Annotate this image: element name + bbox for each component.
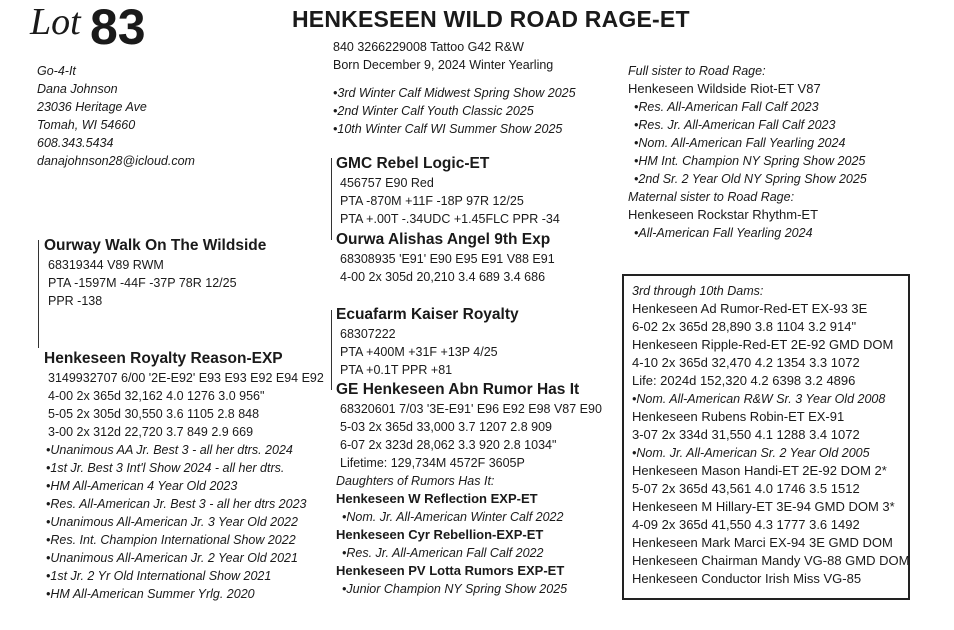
maternal-sister-name: Henkeseen Rockstar Rhythm-ET xyxy=(628,207,819,222)
full-sister-award: •Res. Jr. All-American Fall Calf 2023 xyxy=(634,118,836,132)
consignor-address: 23036 Heritage Ave xyxy=(37,100,147,114)
dam-dam-block xyxy=(336,380,602,598)
dam-award: •1st Jr. 2 Yr Old International Show 2021 xyxy=(46,569,272,583)
dam-block xyxy=(44,349,324,603)
sire-sire-line: PTA -870M +11F -18P 97R 12/25 xyxy=(340,194,524,208)
maternal-sister-heading: Maternal sister to Road Rage: xyxy=(628,190,795,204)
dam-award: •Unanimous All-American Jr. 2 Year Old 2021 xyxy=(46,551,298,565)
dam-sire-line: 68307222 xyxy=(340,327,396,341)
dam-line: 3149932707 6/00 '2E-E92' E93 E93 E92 E94 E92 xyxy=(48,371,324,385)
maternal-sister-award: •All-American Fall Yearling 2024 xyxy=(634,226,813,240)
dam-award: •Res. Int. Champion International Show 2022 xyxy=(46,533,296,547)
dam-dam-line: 5-03 2x 365d 33,000 3.7 1207 2.8 909 xyxy=(340,420,552,434)
dam-sire-name: Ecuafarm Kaiser Royalty xyxy=(336,306,519,323)
sire-sire-block xyxy=(336,154,560,228)
pedigree-line-dam xyxy=(331,310,332,390)
animal-id-line: 840 3266229008 Tattoo G42 R&W xyxy=(333,40,524,54)
sire-line: PTA -1597M -44F -37P 78R 12/25 xyxy=(48,276,237,290)
dam-dam-line: 6-07 2x 323d 28,062 3.3 920 2.8 1034" xyxy=(340,438,557,452)
dam-line: 3-00 2x 312d 22,720 3.7 849 2.9 669 xyxy=(48,425,254,439)
dam-award: •1st Jr. Best 3 Int'l Show 2024 - all her dtrs. xyxy=(46,461,285,475)
dams-box-line: Henkeseen Mason Handi-ET 2E-92 DOM 2* xyxy=(632,463,887,478)
dams-box-line: 6-02 2x 365d 28,890 3.8 1104 3.2 914" xyxy=(632,319,857,334)
dam-award: •HM All-American Summer Yrlg. 2020 xyxy=(46,587,255,601)
daughter-name: Henkeseen Cyr Rebellion-EXP-ET xyxy=(336,527,544,542)
dams-box-line: 4-09 2x 365d 41,550 4.3 1777 3.6 1492 xyxy=(632,517,860,532)
lot-number: 83 xyxy=(90,0,146,55)
daughter-name: Henkeseen W Reflection EXP-ET xyxy=(336,491,538,506)
sire-dam-line: 68308935 'E91' E90 E95 E91 V88 E91 xyxy=(340,252,555,266)
dams-box-line: 5-07 2x 365d 43,561 4.0 1746 3.5 1512 xyxy=(632,481,860,496)
sire-block xyxy=(44,236,266,310)
sire-name: Ourway Walk On The Wildside xyxy=(44,237,267,254)
daughter-award: •Junior Champion NY Spring Show 2025 xyxy=(342,582,568,596)
pedigree-line-sire xyxy=(331,158,332,240)
consignor-phone: 608.343.5434 xyxy=(37,136,114,150)
pedigree-line-left xyxy=(38,240,39,348)
dams-box-line: Henkeseen Rubens Robin-ET EX-91 xyxy=(632,409,845,424)
dams-box-line: Henkeseen M Hillary-ET 3E-94 GMD DOM 3* xyxy=(632,499,895,514)
dams-box-line: •Nom. All-American R&W Sr. 3 Year Old 2008 xyxy=(632,392,886,406)
dam-name: Henkeseen Royalty Reason-EXP xyxy=(44,350,283,367)
full-sister-award: •2nd Sr. 2 Year Old NY Spring Show 2025 xyxy=(634,172,867,186)
sire-line: PPR -138 xyxy=(48,294,103,308)
dams-box-line: Henkeseen Chairman Mandy VG-88 GMD DOM xyxy=(632,553,910,568)
dams-box-line: 4-10 2x 365d 32,470 4.2 1354 3.3 1072 xyxy=(632,355,860,370)
lot-label: Lot xyxy=(30,1,81,43)
animal-name: HENKESEEN WILD ROAD RAGE-ET xyxy=(292,6,690,32)
dam-sire-line: PTA +400M +31F +13P 4/25 xyxy=(340,345,498,359)
dam-line: 5-05 2x 305d 30,550 3.6 1105 2.8 848 xyxy=(48,407,260,421)
dams-box-line: Henkeseen Ripple-Red-ET 2E-92 GMD DOM xyxy=(632,337,894,352)
consignor-name: Dana Johnson xyxy=(37,82,118,96)
sire-sire-line: PTA +.00T -.34UDC +1.45FLC PPR -34 xyxy=(340,212,560,226)
full-sister-award: •Nom. All-American Fall Yearling 2024 xyxy=(634,136,846,150)
animal-born-line: Born December 9, 2024 Winter Yearling xyxy=(333,58,554,72)
dam-dam-line: Lifetime: 129,734M 4572F 3605P xyxy=(340,456,525,470)
dams-box-line: 3-07 2x 334d 31,550 4.1 1288 3.4 1072 xyxy=(632,427,860,442)
dams-box-heading: 3rd through 10th Dams: xyxy=(632,284,764,298)
sisters-block xyxy=(628,62,867,242)
sire-dam-name: Ourwa Alishas Angel 9th Exp xyxy=(336,231,551,248)
sire-sire-name: GMC Rebel Logic-ET xyxy=(336,155,490,172)
animal-award: •10th Winter Calf WI Summer Show 2025 xyxy=(333,122,563,136)
full-sister-name: Henkeseen Wildside Riot-ET V87 xyxy=(628,81,821,96)
dams-box-line: •Nom. Jr. All-American Sr. 2 Year Old 2005 xyxy=(632,446,870,460)
dam-line: 4-00 2x 365d 32,162 4.0 1276 3.0 956" xyxy=(48,389,265,403)
dams-box-line: Henkeseen Mark Marci EX-94 3E GMD DOM xyxy=(632,535,893,550)
consignor-city: Tomah, WI 54660 xyxy=(37,118,136,132)
dam-award: •Unanimous All-American Jr. 3 Year Old 2022 xyxy=(46,515,298,529)
daughter-award: •Nom. Jr. All-American Winter Calf 2022 xyxy=(342,510,564,524)
dam-sire-line: PTA +0.1T PPR +81 xyxy=(340,363,453,377)
full-sister-award: •Res. All-American Fall Calf 2023 xyxy=(634,100,819,114)
dam-dam-name: GE Henkeseen Abn Rumor Has It xyxy=(336,381,580,398)
full-sister-heading: Full sister to Road Rage: xyxy=(628,64,766,78)
sire-line: 68319344 V89 RWM xyxy=(48,258,164,272)
dam-sire-block xyxy=(336,305,519,379)
dams-box xyxy=(622,274,910,600)
dams-box-line: Henkeseen Ad Rumor-Red-ET EX-93 3E xyxy=(632,301,868,316)
dams-box-line: Henkeseen Conductor Irish Miss VG-85 xyxy=(632,571,862,586)
animal-info xyxy=(333,38,576,138)
sire-dam-line: 4-00 2x 305d 20,210 3.4 689 3.4 686 xyxy=(340,270,546,284)
consignor-email: danajohnson28@icloud.com xyxy=(37,154,195,168)
daughter-award: •Res. Jr. All-American Fall Calf 2022 xyxy=(342,546,544,560)
dams-box-line: Life: 2024d 152,320 4.2 6398 3.2 4896 xyxy=(632,373,856,388)
consignor-farm: Go-4-It xyxy=(37,64,76,78)
full-sister-award: •HM Int. Champion NY Spring Show 2025 xyxy=(634,154,866,168)
dam-award: •Res. All-American Jr. Best 3 - all her dtrs 2023 xyxy=(46,497,307,511)
daughters-heading: Daughters of Rumors Has It: xyxy=(336,474,495,488)
daughter-name: Henkeseen PV Lotta Rumors EXP-ET xyxy=(336,563,565,578)
animal-award: •3rd Winter Calf Midwest Spring Show 2025 xyxy=(333,86,576,100)
dam-award: •HM All-American 4 Year Old 2023 xyxy=(46,479,238,493)
consignor-info xyxy=(37,62,195,170)
sire-sire-line: 456757 E90 Red xyxy=(340,176,434,190)
dam-award: •Unanimous AA Jr. Best 3 - all her dtrs. 2024 xyxy=(46,443,293,457)
dam-dam-line: 68320601 7/03 '3E-E91' E96 E92 E98 V87 E90 xyxy=(340,402,602,416)
sire-dam-block xyxy=(336,230,555,286)
animal-award: •2nd Winter Calf Youth Classic 2025 xyxy=(333,104,534,118)
